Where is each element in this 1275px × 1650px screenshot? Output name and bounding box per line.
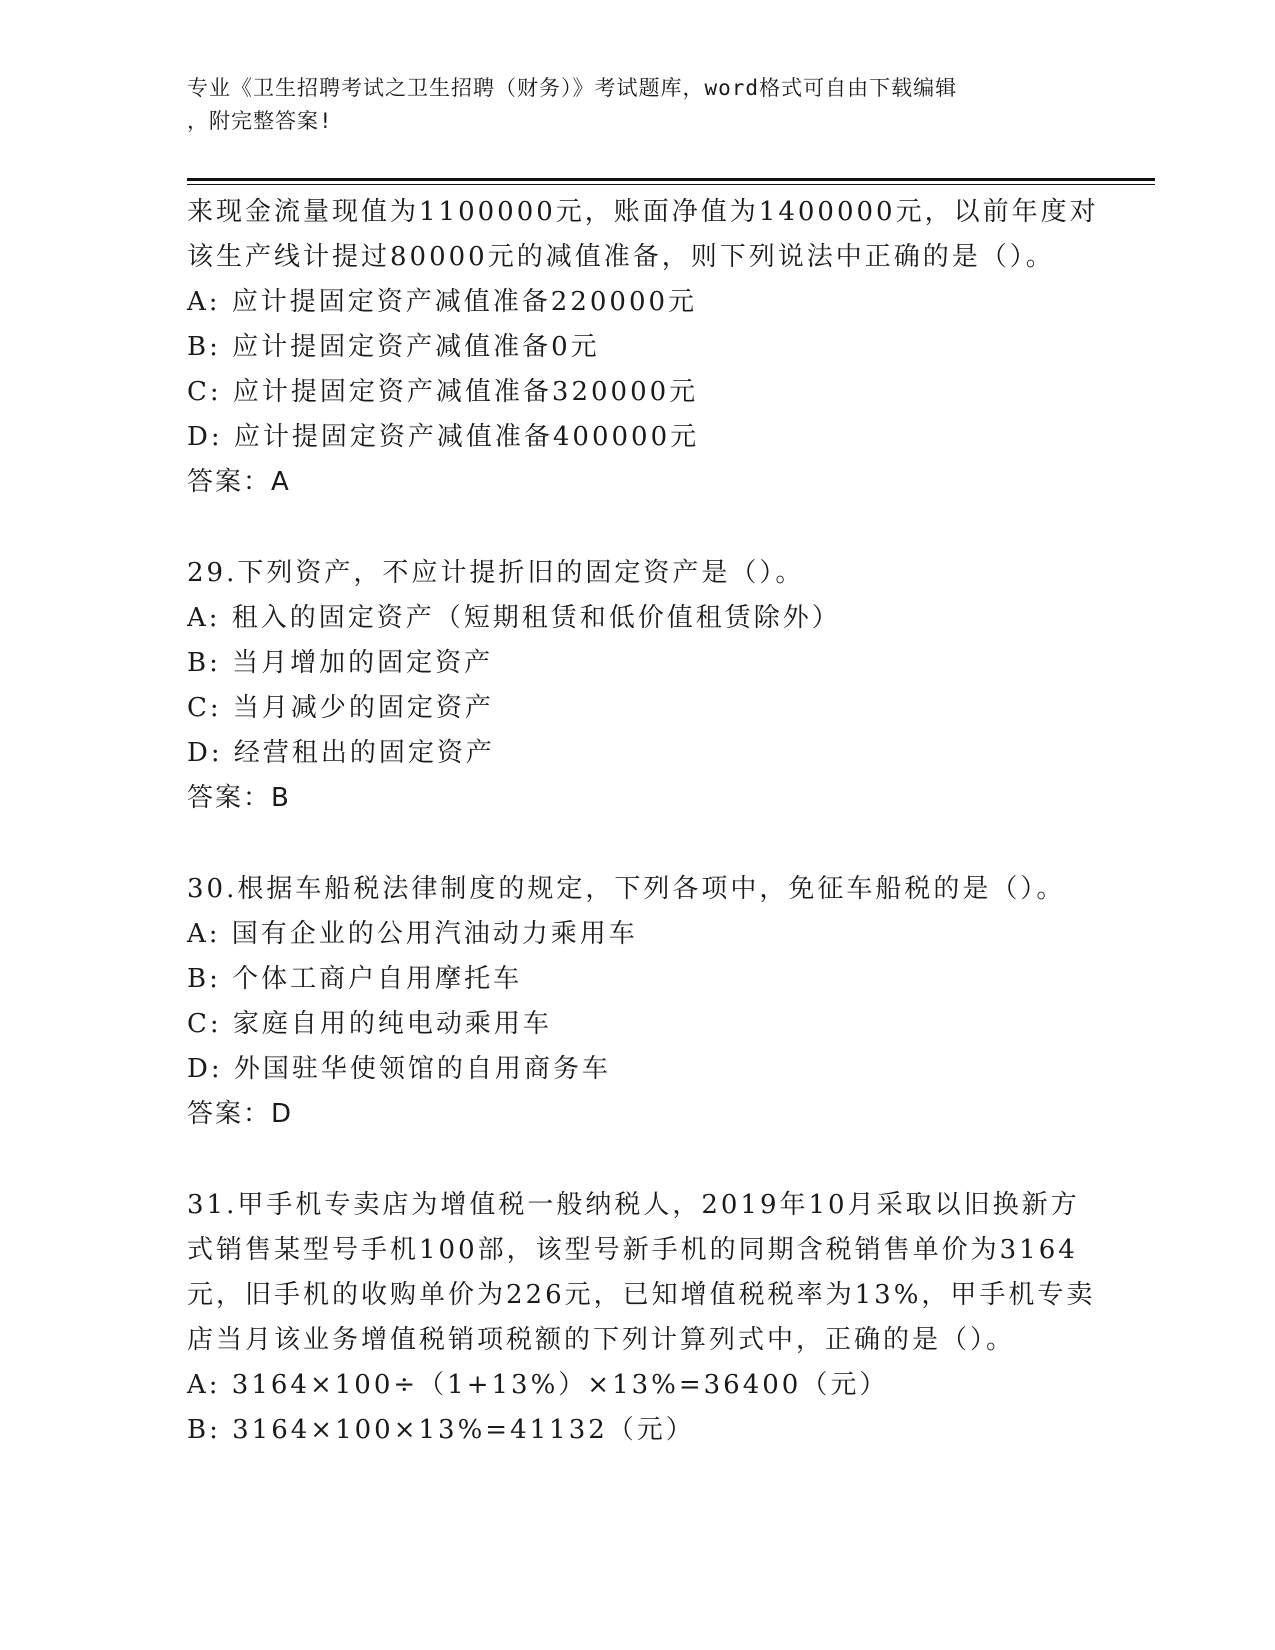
option-b: B: 当月增加的固定资产	[187, 648, 494, 678]
question-stem-line: 30.根据车船税法律制度的规定，下列各项中，免征车船税的是（）。	[187, 874, 1066, 904]
question-gap	[187, 505, 1087, 551]
question-stem-line: 店当月该业务增值税销项税额的下列计算列式中，正确的是（）。	[187, 1325, 1016, 1355]
header-rule-thick	[187, 178, 1155, 181]
question-stem-line: 31.甲手机专卖店为增值税一般纳税人，2019年10月采取以旧换新方	[187, 1190, 1080, 1220]
question-stem-line: 该生产线计提过80000元的减值准备，则下列说法中正确的是（）。	[187, 242, 1055, 272]
option-a: A: 租入的固定资产（短期租赁和低价值租赁除外）	[187, 603, 841, 633]
question-31	[187, 1183, 1096, 1453]
option-a: A: 3164×100÷（1+13%）×13%=36400（元）	[187, 1370, 889, 1400]
answer-label: 答案：B	[187, 783, 291, 813]
option-d: D: 经营租出的固定资产	[187, 738, 495, 768]
option-b: B: 应计提固定资产减值准备0元	[187, 332, 600, 362]
option-c: C: 应计提固定资产减值准备320000元	[187, 377, 699, 407]
header-line-1: 专业《卫生招聘考试之卫生招聘（财务）》考试题库，word格式可自由下载编辑	[187, 76, 958, 100]
question-30	[187, 867, 1087, 1137]
option-b: B: 3164×100×13%=41132（元）	[187, 1415, 695, 1445]
document-header	[187, 72, 1087, 138]
option-a: A: 应计提固定资产减值准备220000元	[187, 287, 698, 317]
question-stem-line: 29.下列资产，不应计提折旧的固定资产是（）。	[187, 558, 805, 588]
question-gap	[187, 1137, 1087, 1183]
question-stem-line: 式销售某型号手机100部，该型号新手机的同期含税销售单价为3164	[187, 1235, 1078, 1265]
option-a: A: 国有企业的公用汽油动力乘用车	[187, 919, 638, 949]
option-c: C: 当月减少的固定资产	[187, 693, 494, 723]
question-stem-line: 来现金流量现值为1100000元，账面净值为1400000元，以前年度对	[187, 197, 1099, 227]
question-gap	[187, 821, 1087, 867]
option-c: C: 家庭自用的纯电动乘用车	[187, 1009, 552, 1039]
question-content	[187, 190, 1099, 1453]
option-d: D: 应计提固定资产减值准备400000元	[187, 422, 700, 452]
answer-label: 答案：A	[187, 467, 291, 497]
question-stem-line: 元，旧手机的收购单价为226元，已知增值税税率为13%，甲手机专卖	[187, 1280, 1096, 1310]
question-29	[187, 551, 1087, 821]
answer-label: 答案：D	[187, 1099, 294, 1129]
option-b: B: 个体工商户自用摩托车	[187, 964, 523, 994]
option-d: D: 外国驻华使领馆的自用商务车	[187, 1054, 611, 1084]
question-28	[187, 190, 1099, 505]
header-rule-thin	[187, 184, 1155, 185]
header-line-2: ，附完整答案!	[187, 109, 333, 133]
